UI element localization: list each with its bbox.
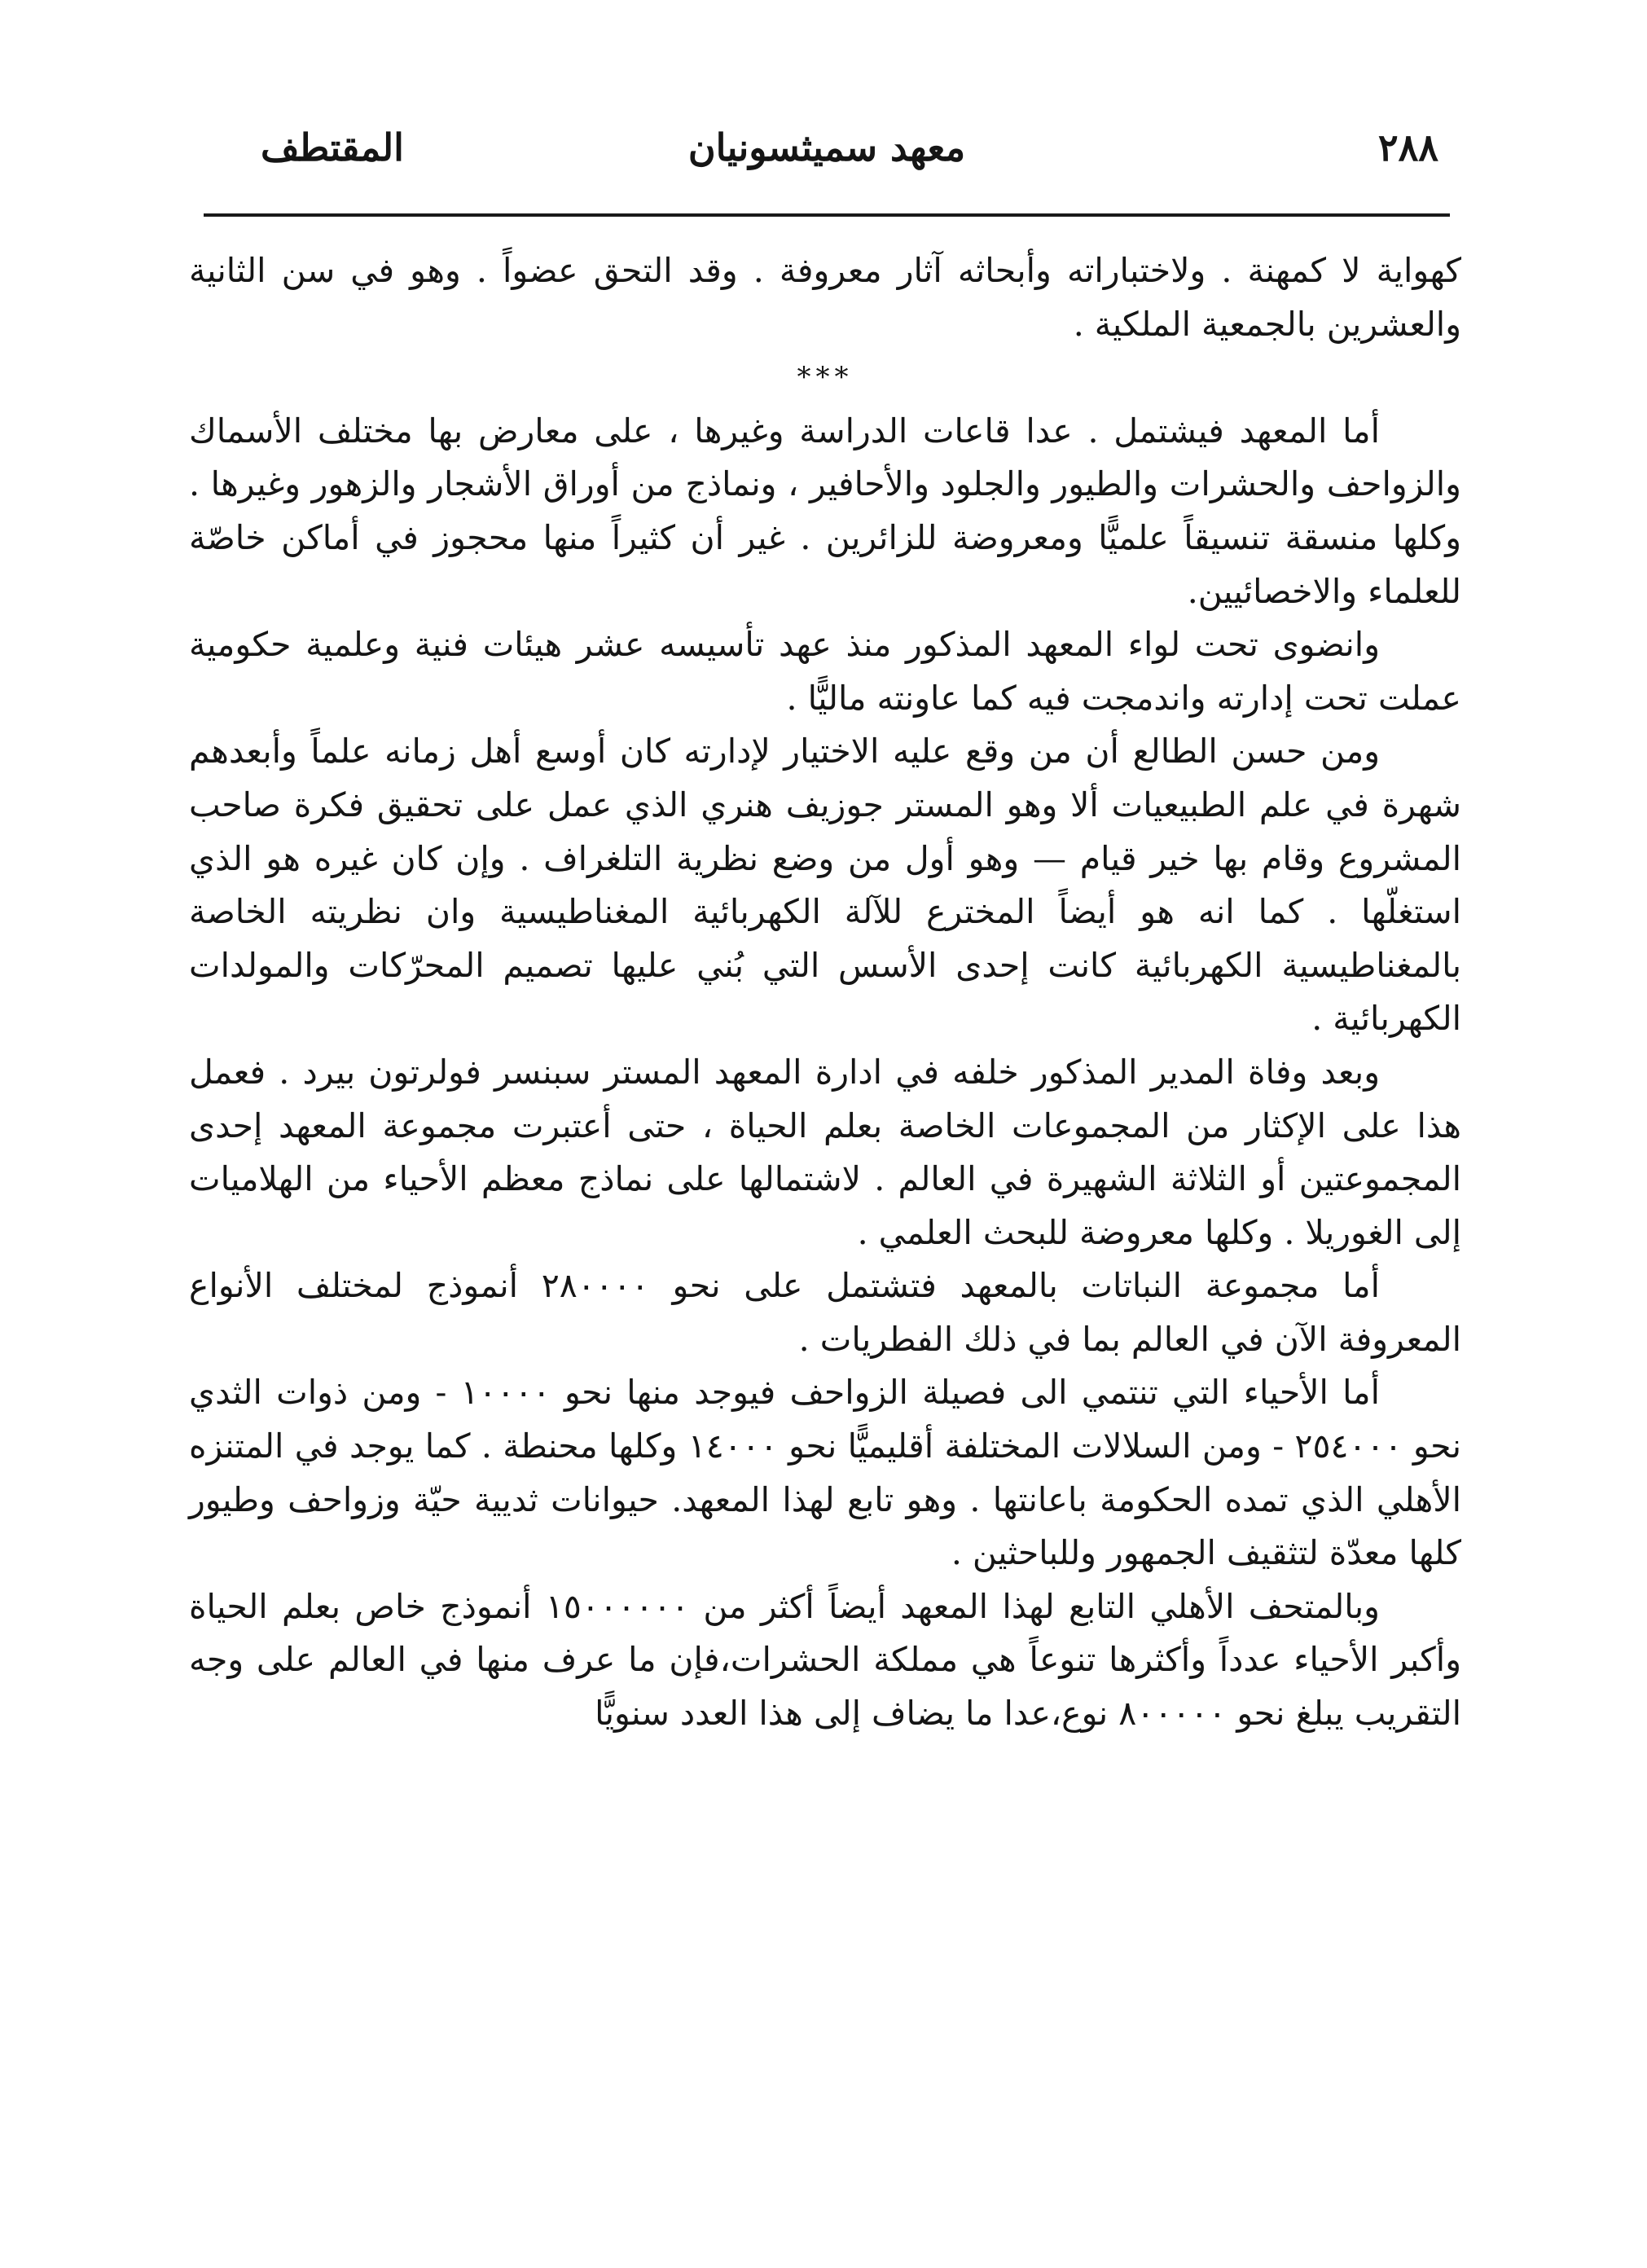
paragraph: وبالمتحف الأهلي التابع لهذا المعهد أيضاً أكثر من ١٥٠٠٠٠٠٠ أنموذج خاص بعلم الحياة وأكبر الأحياء عدداً وأكثرها تنوعاً هي مملكة الحشرات،فإن ما عرف منها في العالم على وجه التقريب يبلغ نحو ٨٠٠٠٠٠ نوع،عدا ما يضاف إلى هذا العدد سنويًّا — [189, 1586, 1461, 1734]
paragraph-continuation: كهواية لا كمهنة . ولاختباراته وأبحاثه آثار معروفة . وقد التحق عضواً . وهو في سن الثانية والعشرين بالجمعية الملكية . — [189, 251, 1461, 344]
running-header — [204, 122, 1450, 196]
paragraph: ومن حسن الطالع أن من وقع عليه الاختيار لإدارته كان أوسع أهل زمانه علماً وأبعدهم شهرة في علم الطبيعيات ألا وهو المستر جوزيف هنري الذي عمل على تحقيق فكرة صاحب المشروع وقام بها خير قيام — وهو أول من وضع نظرية التلغراف . وإن كان غيره هو الذي استغلّها . كما انه هو أيضاً المخترع للآلة الكهربائية المغناطيسية وان نظريته الخاصة بالمغناطيسية الكهربائية كانت إحدى الأسس التي بُني عليها تصميم المحرّكات والمولدات الكهربائية . — [189, 732, 1461, 1039]
paragraph: أما مجموعة النباتات بالمعهد فتشتمل على نحو ٢٨٠٠٠٠ أنموذج لمختلف الأنواع المعروفة الآن في العالم بما في ذلك الفطريات . — [189, 1266, 1461, 1359]
page-number: ٢٨٨ — [1377, 125, 1438, 169]
paragraph: أما المعهد فيشتمل . عدا قاعات الدراسة وغيرها ، على معارض بها مختلف الأسماك والزواحف والحشرات والطيور والجلود والأحافير ، ونماذج من أوراق الأشجار والزهور وغيرها . وكلها منسقة تنسيقاً علميًّا ومعروضة للزائرين . غير أن كثيراً منها محجوز في أماكن خاصّة للعلماء والاخصائيين. — [189, 411, 1461, 611]
header-rule — [204, 213, 1450, 217]
article-title: معهد سميثسونيان — [687, 125, 966, 169]
section-separator: *** — [797, 361, 854, 394]
paragraph: وبعد وفاة المدير المذكور خلفه في ادارة المعهد المستر سبنسر فولرتون بيرد . فعمل هذا على الإكثار من المجموعات الخاصة بعلم الحياة ، حتى أعتبرت مجموعة المعهد إحدى المجموعتين أو الثلاثة الشهيرة في العالم . لاشتمالها على نماذج معظم الأحياء من الهلاميات إلى الغوريلا . وكلها معروضة للبحث العلمي . — [189, 1052, 1461, 1252]
article-body — [189, 244, 1461, 1741]
paragraph: أما الأحياء التي تنتمي الى فصيلة الزواحف فيوجد منها نحو ١٠٠٠٠ - ومن ذوات الثدي نحو ٢٥٤٠٠٠ - ومن السلالات المختلفة أقليميًّا نحو ١٤٠٠٠ وكلها محنطة . كما يوجد في المتنزه الأهلي الذي تمده الحكومة باعانتها . وهو تابع لهذا المعهد. حيوانات ثديية حيّة وزواحف وطيور كلها معدّة لتثقيف الجمهور وللباحثين . — [189, 1373, 1461, 1573]
paragraph: وانضوى تحت لواء المعهد المذكور منذ عهد تأسيسه عشر هيئات فنية وعلمية حكومية عملت تحت إدارته واندمجت فيه كما عاونته ماليًّا . — [189, 625, 1461, 718]
journal-name: المقتطف — [261, 125, 404, 169]
